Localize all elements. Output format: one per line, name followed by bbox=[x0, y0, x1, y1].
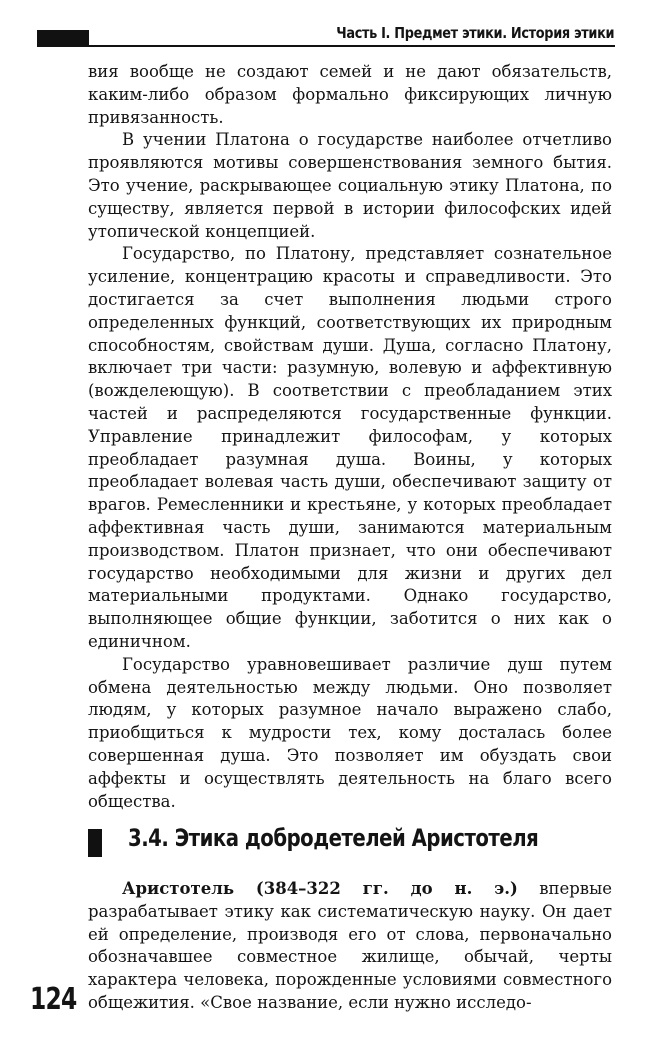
paragraph-text: впервые разрабатывает этику как систематическую науку. Он дает ей определение, производя его от слова, первоначально обозначавшее совместное жилище, обычай, черты характера человека, порожденные условиями совместного общежития. «Свое название, если нужно исследо- bbox=[88, 879, 612, 1012]
section-marker bbox=[88, 829, 102, 857]
header-rule bbox=[37, 45, 615, 47]
page-number: 124 bbox=[30, 982, 77, 1017]
body-text-top bbox=[88, 61, 612, 813]
paragraph: Государство уравновешивает различие душ путем обмена деятельностью между людьми. Оно позволяет людям, у которых разумное начало выражено слабо, приобщиться к мудрости тех, кому досталась более совершенная душа. Это позволяет им обуздать свои аффекты и осуществлять деятельность на благо всего общества. bbox=[88, 654, 612, 811]
header-black-bar bbox=[37, 30, 89, 46]
running-head: Часть I. Предмет этики. История этики bbox=[336, 24, 614, 42]
paragraph: Государство, по Платону, представляет сознательное усиление, концентрацию красоты и справедливости. Это достигается за счет выполнения людьми строго определенных функций, соответствующих их природным способностям, свойствам души. Душа, согласно Платону, включает три части: разумную, волевую и аффективную (вожделеющую). В соответствии с преобладанием этих частей и распределяются государственные функции. Управление принадлежит философам, у которых преобладает разумная душа. Воины, у которых преобладает волевая часть души, обеспечивают защиту от врагов. Ремесленники и крестьяне, у которых преобладает аффективная часть души, занимаются материальным производством. Платон признает, что они обеспечивают государство необходимыми для жизни и других дел материальными продуктами. Однако государство, выполняющее общие функции, заботится о них как о единичном. bbox=[88, 244, 612, 651]
section-heading: 3.4. Этика добродетелей Аристотеля bbox=[128, 824, 539, 852]
bold-lead-in: Аристотель (384–322 гг. до н. э.) bbox=[122, 879, 518, 898]
paragraph bbox=[88, 878, 612, 1015]
paragraph: В учении Платона о государстве наиболее отчетливо проявляются мотивы совершенствования земного бытия. Это учение, раскрывающее социальную этику Платона, по существу, является первой в истории философских идей утопической концепцией. bbox=[88, 130, 612, 241]
body-text-bottom bbox=[88, 878, 612, 1015]
paragraph: вия вообще не создают семей и не дают обязательств, каким-либо образом формально фиксирующих личную привязанность. bbox=[88, 62, 612, 127]
